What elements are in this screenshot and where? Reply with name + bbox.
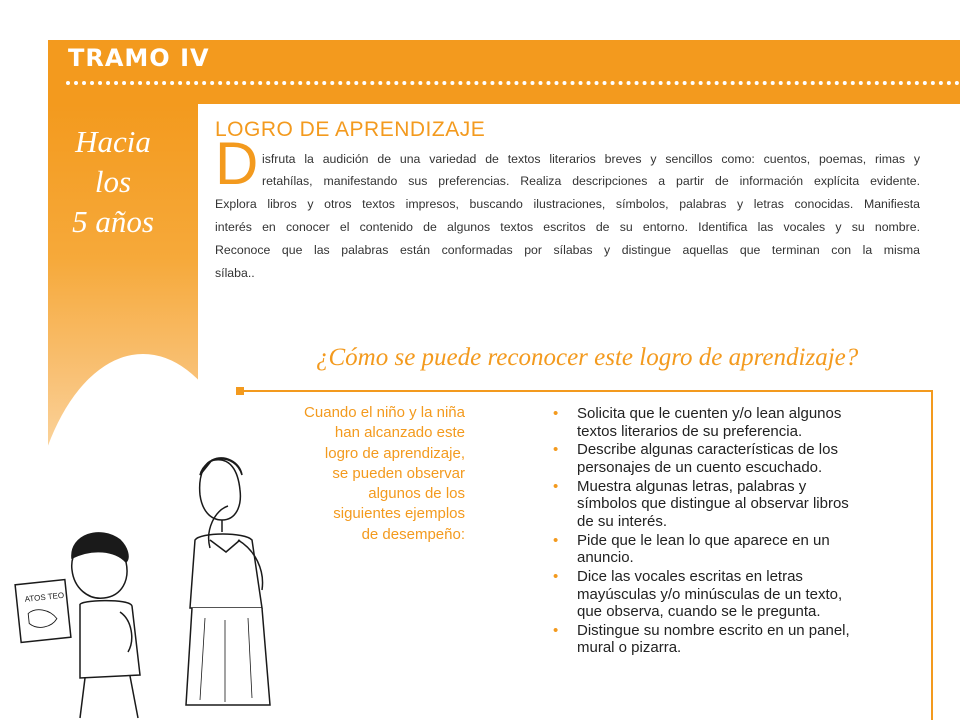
logro-text-line: Reconoce que las palabras están conformadas por sílabas y distingue aquellas que terminan con la misma	[215, 243, 920, 257]
list-item-line: textos literarios de su preferencia.	[577, 422, 803, 440]
list-item	[553, 622, 850, 657]
list-item-line: Muestra algunas letras, palabras y	[577, 477, 807, 495]
header-dotted-divider	[66, 81, 960, 85]
list-item	[553, 568, 850, 621]
teacher-figure	[186, 458, 270, 705]
list-item	[553, 441, 850, 476]
intro-line: Cuando el niño y la niña	[304, 404, 465, 421]
book-icon	[15, 580, 71, 643]
bullet-icon: •	[553, 621, 559, 639]
intro-line: algunos de los	[368, 485, 465, 503]
examples-list	[553, 405, 850, 658]
child-figure	[72, 533, 140, 718]
frame-top-line	[240, 390, 933, 392]
logro-heading: LOGRO DE APRENDIZAJE	[215, 118, 486, 141]
bullet-icon: •	[553, 405, 559, 422]
bullet-icon: •	[553, 568, 559, 586]
logro-text-line: retahílas, manifestando sus preferencias. Realiza descripciones a partir de información explícita evidente.	[262, 174, 920, 188]
age-label	[48, 122, 178, 242]
list-item-line: mayúsculas y/o minúsculas de un texto,	[577, 585, 843, 603]
bullet-icon: •	[553, 531, 559, 549]
question-heading: ¿Cómo se puede reconocer este logro de aprendizaje?	[316, 344, 859, 371]
intro-line: han alcanzado este	[334, 424, 465, 442]
bullet-icon: •	[553, 477, 559, 495]
bullet-icon: •	[553, 441, 559, 459]
intro-line: se pueden observar	[332, 464, 465, 482]
book-label: ATOS TEO	[24, 590, 65, 604]
frame-right-line	[931, 390, 933, 720]
list-item-line: mural o pizarra.	[577, 639, 682, 657]
list-item-line: Pide que le lean lo que aparece en un	[577, 531, 830, 549]
list-item-line: Solicita que le cuenten y/o lean algunos	[577, 405, 842, 422]
list-item-line: Dice las vocales escritas en letras	[577, 568, 803, 586]
list-item-line: Distingue su nombre escrito en un panel,	[577, 621, 850, 639]
list-item-line: que observa, cuando se le pregunta.	[577, 603, 821, 621]
children-teacher-illustration	[0, 440, 320, 720]
logro-text-line: isfruta la audición de una variedad de textos literarios breves y sencillos como: cuentos, poemas, rimas y	[262, 152, 920, 166]
logro-text-line: interés en conocer el contenido de algunos textos escritos de su entorno. Identifica las vocales y su nombre.	[215, 220, 920, 234]
list-item-line: personajes de un cuento escuchado.	[577, 458, 823, 476]
frame-corner-marker	[236, 387, 244, 395]
age-label-line: 5 años	[72, 204, 154, 239]
intro-line: siguientes ejemplos	[333, 505, 465, 523]
list-item-line: de su interés.	[577, 512, 668, 530]
logro-text-line: Explora libros y otros textos impresos, buscando ilustraciones, símbolos, palabras y letras conocidas. Manifiesta	[215, 197, 920, 211]
list-item-line: anuncio.	[577, 549, 634, 567]
logro-text-line: sílaba..	[215, 266, 255, 280]
list-item	[553, 405, 850, 440]
intro-line: de desempeño:	[361, 525, 465, 543]
list-item-line: Describe algunas características de los	[577, 441, 838, 459]
list-item	[553, 532, 850, 567]
page-title: TRAMO IV	[68, 44, 210, 72]
list-item	[553, 478, 850, 531]
list-item-line: símbolos que distingue al observar libros	[577, 495, 849, 513]
age-label-line: Hacia	[75, 124, 151, 159]
header-bar	[48, 40, 960, 104]
age-label-line: los	[94, 164, 132, 199]
intro-line: logro de aprendizaje,	[324, 444, 465, 462]
drop-cap: D	[215, 130, 259, 197]
